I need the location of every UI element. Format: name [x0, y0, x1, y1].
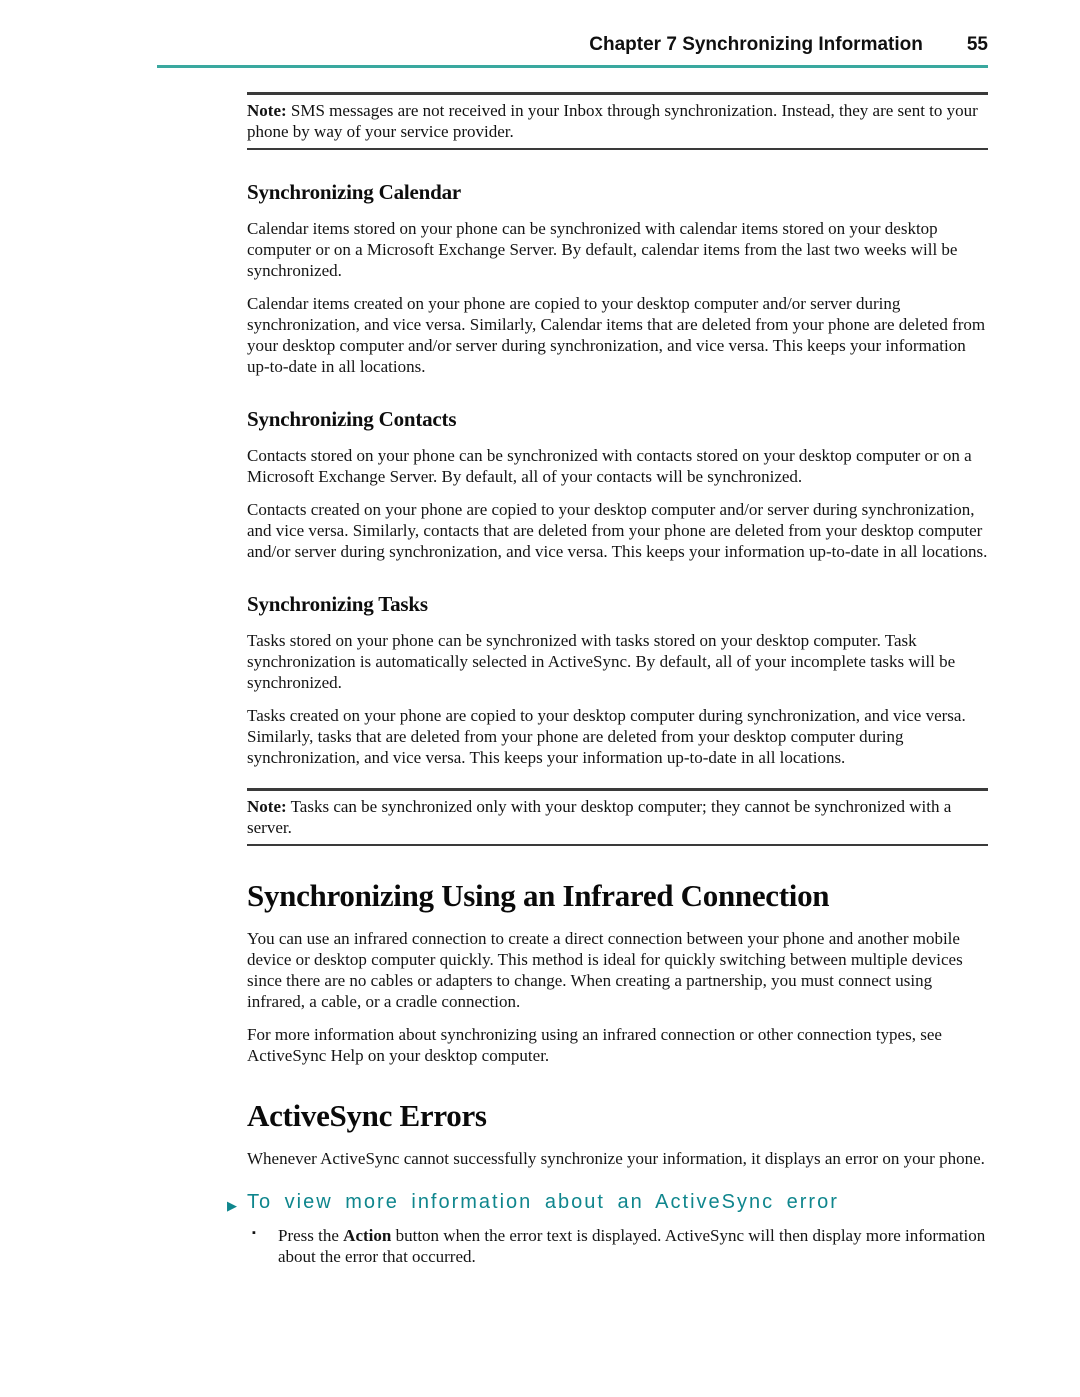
- heading-activesync-errors: ActiveSync Errors: [247, 1098, 487, 1133]
- note-box-tasks: [247, 788, 988, 846]
- heading-synchronizing-contacts: Synchronizing Contacts: [247, 407, 457, 431]
- heading-synchronizing-tasks: Synchronizing Tasks: [247, 592, 428, 616]
- paragraph: Calendar items stored on your phone can be synchronized with calendar items stored on your desktop computer or on a Microsoft Exchange Server. By default, calendar items from the last two weeks will be synchronized.: [247, 219, 958, 280]
- procedure-arrow-icon: ▶: [227, 1198, 237, 1213]
- heading-synchronizing-calendar: Synchronizing Calendar: [247, 180, 461, 204]
- paragraph: Whenever ActiveSync cannot successfully synchronize your information, it displays an error on your phone.: [247, 1149, 985, 1168]
- paragraph: Tasks created on your phone are copied to your desktop computer during synchronization, and vice versa. Similarly, tasks that are deleted from your phone are deleted from your desktop computer during synchronization, and vice versa. This keeps your information up-to-date in all locations.: [247, 706, 966, 767]
- paragraph: Contacts created on your phone are copied to your desktop computer and/or server during synchronization, and vice versa. Similarly, contacts that are deleted from your phone are deleted from your desktop computer and/or server during synchronization, and vice versa. This keeps your information up-to-date in all locations.: [247, 500, 988, 561]
- note-label: Note:: [247, 101, 287, 120]
- paragraph: Contacts stored on your phone can be synchronized with contacts stored on your desktop computer or on a Microsoft Exchange Server. By default, all of your contacts will be synchronized.: [247, 446, 972, 486]
- procedure-heading: [227, 1189, 988, 1215]
- chapter-title: Chapter 7 Synchronizing Information: [589, 34, 923, 55]
- list-item: [247, 1225, 988, 1267]
- procedure-heading-text: To view more information about an ActiveSync error: [247, 1191, 839, 1213]
- bullet-text: Press the Action button when the error text is displayed. ActiveSync will then display more information about the error that occurred.: [278, 1226, 986, 1266]
- bullet-square-icon: ▪: [252, 1227, 256, 1239]
- note-label: Note:: [247, 797, 287, 816]
- note-box-sms: [247, 92, 988, 150]
- header-rule: [157, 65, 988, 68]
- page-content: [227, 92, 988, 1267]
- paragraph: Tasks stored on your phone can be synchronized with tasks stored on your desktop computer. Task synchronization is automatically selected in ActiveSync. By default, all of your incomplete tasks will be synchronized.: [247, 631, 956, 692]
- heading-infrared-connection: Synchronizing Using an Infrared Connection: [247, 878, 830, 913]
- paragraph: For more information about synchronizing using an infrared connection or other connection types, see ActiveSync Help on your desktop computer.: [247, 1025, 942, 1065]
- note-text: Note: SMS messages are not received in your Inbox through synchronization. Instead, they are sent to your phone by way of your service provider.: [247, 101, 978, 141]
- page-number: 55: [966, 34, 988, 55]
- paragraph: Calendar items created on your phone are copied to your desktop computer and/or server during synchronization, and vice versa. Similarly, Calendar items that are deleted from your phone are deleted from your desktop computer and/or server during synchronization, and vice versa. This keeps your information up-to-date in all locations.: [247, 294, 986, 376]
- running-header: [0, 34, 988, 56]
- note-text: Note: Tasks can be synchronized only with your desktop computer; they cannot be synchronized with a server.: [247, 797, 952, 837]
- paragraph: You can use an infrared connection to create a direct connection between your phone and another mobile device or desktop computer quickly. This method is ideal for quickly switching between multiple devices since there are no cables or adapters to change. When creating a partnership, you must connect using infrared, a cable, or a cradle connection.: [247, 929, 963, 1011]
